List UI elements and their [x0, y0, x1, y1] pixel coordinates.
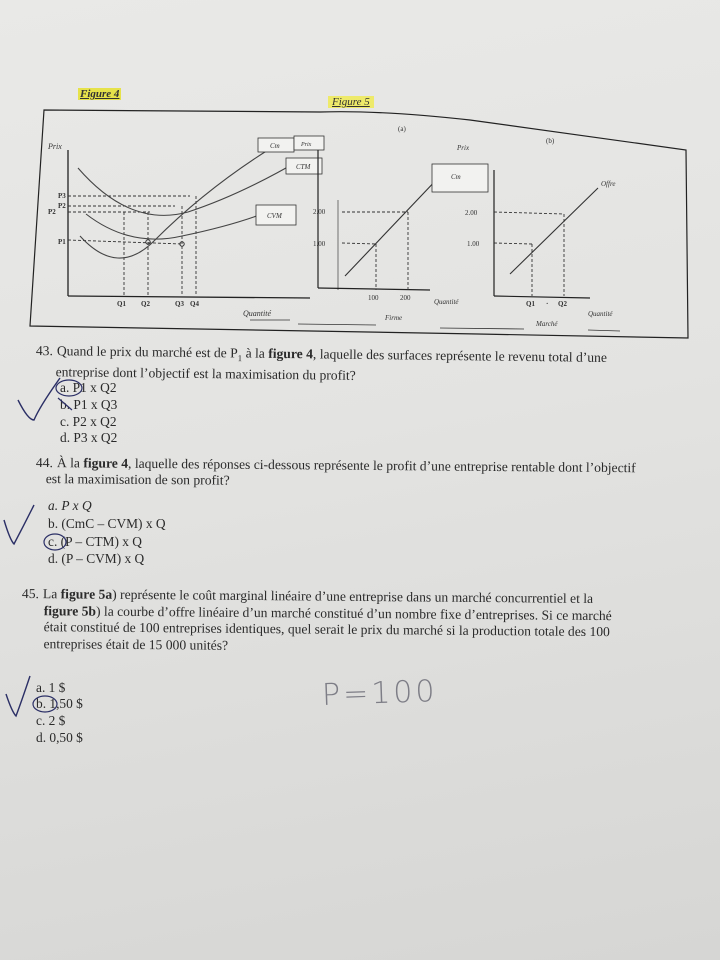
q44-option-a: a. P x Q [48, 498, 92, 513]
fig5a-x-100: 100 [368, 294, 379, 302]
fig5b-offre-line [510, 188, 598, 274]
q43-strike-b [58, 398, 72, 410]
question-44-line2: est la maximisation de son profit? [45, 471, 230, 488]
fig5a-tag: (a) [398, 125, 406, 133]
fig4-q3-label: Q3 [175, 300, 184, 308]
fig4-p2a-label: P2 [58, 202, 66, 210]
question-45: 45. La figure 5a) représente le coût marginal linéaire d’une entreprise dans un marché concurrentiel et la figure 5b) la courbe d’offre linéaire d’un marché constitué d’un nombre fixe d’entreprises. Si ce marché était constitué de 100 entreprises identiques, quel serait le prix du marché si la production totale des 100 entreprises était de 15 000 unités? [21, 586, 612, 653]
figure-4-label: Figure 4 [80, 88, 120, 100]
fig4-ctm-label: CTM [296, 163, 311, 171]
fig5b-q1-label: Q1 [526, 300, 535, 308]
q44-option-d: d. (P – CVM) x Q [48, 551, 145, 566]
q45-option-b: b. 1,50 $ [36, 696, 83, 711]
fig5b-caption: Marché [536, 320, 558, 328]
q45-option-c: c. 2 $ [36, 713, 66, 728]
q44-option-c: c. (P – CTM) x Q [48, 534, 142, 549]
fig4-q2-label: Q2 [141, 300, 150, 308]
fig5a-x-200: 200 [400, 294, 411, 302]
fig4-cvm-curve [86, 214, 262, 239]
fig5a-xlabel: Quantité [434, 298, 459, 306]
fig5b-tag: (b) [546, 137, 555, 145]
figures-diagram [0, 0, 720, 360]
fig5b-offre-label: Offre [601, 180, 616, 188]
q43-option-a: a. P1 x Q2 [60, 380, 117, 395]
fig4-cm-label: Cm [270, 142, 280, 150]
question-43: 43. Quand le prix du marché est de $P_1$ à la figure 4, laquelle des surfaces représente le revenu total d’une entreprise dont l’objectif est la maximisation du profit? [35, 343, 608, 383]
question-45-number: 45. [21, 586, 39, 602]
fig4-prix-label: Prix [301, 142, 312, 148]
figure-4-graph [47, 136, 324, 320]
q45-circle-b [33, 696, 57, 712]
fig4-q1-label: Q1 [117, 300, 126, 308]
q45-checkmark [6, 676, 30, 716]
q44-option-b: b. (CmC – CVM) x Q [48, 516, 166, 531]
q44-circle-c [44, 534, 66, 550]
question-43-number: 43. [35, 343, 53, 359]
fig5b-q2-label: Q2 [558, 300, 567, 308]
fig5a-ylabel: Prix [457, 144, 470, 152]
q43-checkmark [18, 378, 60, 420]
fig4-ylabel: Prix [48, 142, 62, 151]
figure-5-label: Figure 5 [328, 96, 374, 108]
q44-checkmark [4, 505, 34, 544]
fig5a-cm-label: Cm [451, 173, 461, 181]
fig5b-y-2: 2.00 [465, 209, 478, 217]
fig5a-caption: Firme [385, 314, 403, 322]
q43-option-d: d. P3 x Q2 [60, 430, 118, 445]
q45-option-a: a. 1 $ [36, 680, 66, 695]
fig4-xlabel: Quantité [243, 309, 271, 318]
q43-circle-a [56, 380, 82, 396]
fig5b-y-1: 1.00 [467, 240, 480, 248]
q45-option-d: d. 0,50 $ [36, 730, 83, 745]
fig5a-y-2: 2.00 [313, 208, 326, 216]
question-44-number: 44. [35, 455, 53, 471]
figures-frame [30, 110, 688, 338]
handwritten-p-equals-100: P=100 [321, 673, 439, 714]
fig4-cvm-label: CVM [267, 212, 282, 220]
q43-option-c: c. P2 x Q2 [60, 414, 117, 429]
fig4-q4-label: Q4 [190, 300, 199, 308]
question-44: 44. À la figure 4, laquelle des réponses ci-dessous représente le profit d’une entreprise rentable dont l’objectif est la maximisation de son profit? [35, 455, 636, 488]
fig4-p2b-label: P2 [48, 208, 56, 216]
fig4-p1-label: P1 [58, 238, 66, 246]
fig5b-dot-label: · [546, 300, 549, 308]
question-43-line2: entreprise dont l’objectif est la maximisation du profit? [55, 363, 356, 383]
fig5b-xlabel: Quantité [588, 310, 613, 318]
figure-5a-graph [298, 125, 488, 325]
q43-option-b: b. P1 x Q3 [60, 397, 118, 412]
fig4-p3-label: P3 [58, 192, 66, 200]
fig5a-cm-line [345, 176, 440, 276]
fig5a-y-1: 1.00 [313, 240, 326, 248]
